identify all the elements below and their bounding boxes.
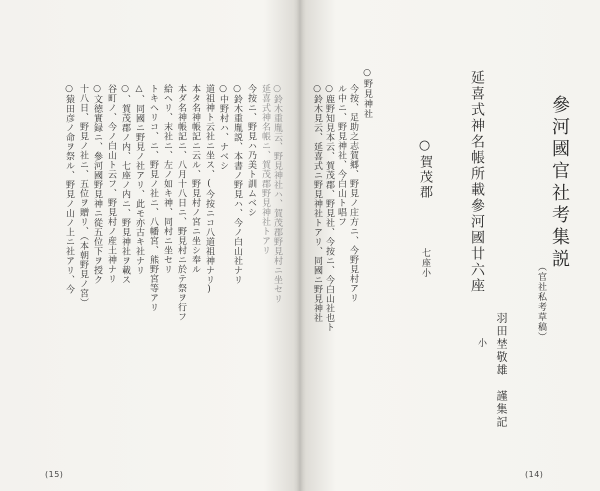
body-column: ○鈴木見云、延喜式ニ野見神社トアリ、同國ニ野見神社	[312, 84, 322, 323]
body-column: △、同國ニ野見ノ社アリ、此モ亦古キ社ナリ	[134, 84, 144, 275]
author-line: 羽田埜敬雄 謹集記	[495, 312, 508, 429]
body-column: ○文徳實録ニ、參河國野見神ニ從五位下ヲ授ク	[92, 84, 102, 285]
right-page	[300, 0, 600, 491]
book-subtitle: （官社私考草稿）	[536, 262, 546, 342]
county-note: 七座小	[420, 248, 430, 278]
body-column: ○鹿野知見本云、賀茂郡、野見社、今按ニ、今白山社也ト	[324, 84, 334, 332]
body-column: ○、賀茂郡ノ内、七座ノ内ニ、野見神社ヲ載ス	[120, 84, 130, 285]
body-column: ル中ニ、野見神社、今白山ト唱フ	[336, 84, 346, 227]
body-column: 今按、足助之志賀郷、野見ノ庄方ニ、今野見村アリ	[348, 84, 358, 303]
county-heading: ○賀茂郡	[417, 138, 432, 200]
body-column: 給ヘリ、末社ニ、左ノ如キ神、同村ニ坐セリ	[162, 84, 172, 274]
shrine-heading: ○野見神社	[362, 68, 372, 119]
page-number: (15)	[45, 470, 64, 479]
body-column: 本ダ名神帳記ニ、八月十八日ニ、野見村ニ於テ祭ヲ行フ	[176, 84, 186, 322]
body-column: ○中野村ハ、ナベシ	[218, 84, 228, 171]
book-gutter	[294, 0, 306, 491]
body-column: 道祖神ト云社ニ坐ス、(今按ニコ八道祖神ナリ)	[204, 84, 214, 295]
body-column: 谷町ノ、今ノ白山ト云フ、野見村ノ産土神ナリ	[106, 84, 116, 284]
body-column: 本タ名神帳記ニ云ル、野見村ノ宮ニ坐シ奉ル	[190, 84, 200, 274]
body-column: ○猿田彦ノ命ヲ祭ル、野見ノ山ノ上ニ社アリ、今	[64, 84, 74, 294]
body-column: トキヘリコ、ニ、野見ノ社ニ、八幡宮、熊野宮等アリ	[148, 84, 158, 312]
section-heading: 延喜式神名帳所載參河國廿六座	[469, 70, 485, 294]
section-note: 小	[476, 338, 486, 348]
body-column: 延喜式神名帳ニ、賀茂郡野見神社トアリ	[260, 84, 270, 255]
body-column: 今按ニ、野見ハ乃美ト訓ムベシ	[246, 84, 256, 217]
body-column: 十八日、野見ノ社ニ、五位ヲ贈リ、（本朝野見ノ宮）	[78, 84, 88, 308]
body-column: ○鈴木重胤云、野見神社ハ、賀茂郡野見村ニ坐セリ	[272, 84, 282, 304]
body-column: ○鈴木重胤説、本書ノ野見ハ、今ノ白山社ナリ	[232, 84, 242, 285]
page-number: (14)	[525, 470, 544, 479]
book-title: 參河國官社考集説	[549, 95, 570, 271]
